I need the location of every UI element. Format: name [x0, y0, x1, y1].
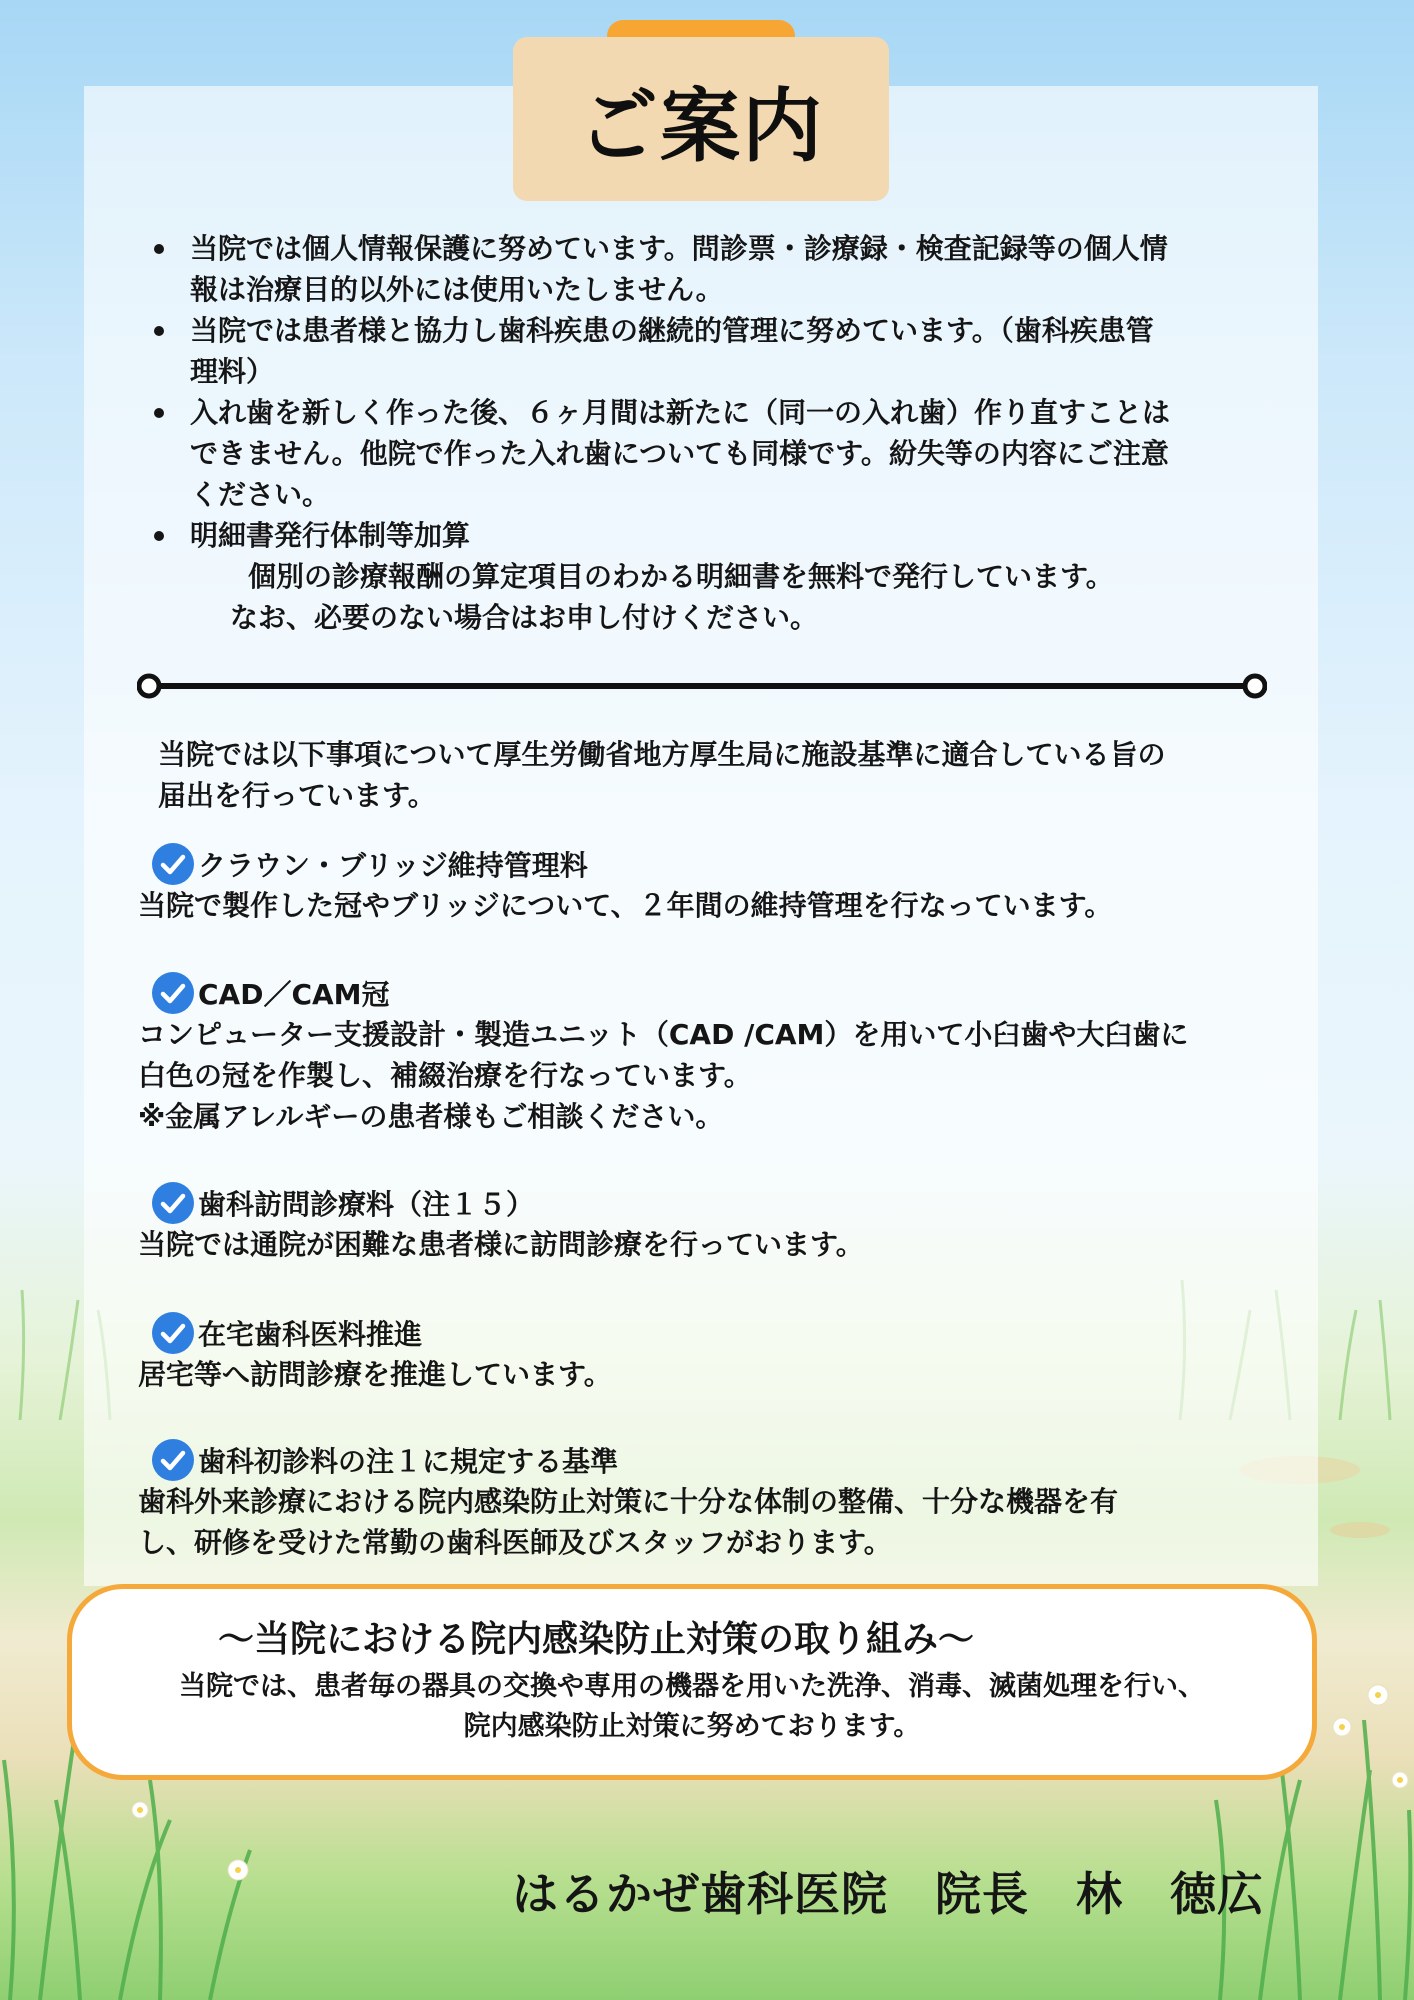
- item-title: 在宅歯科医料推進: [198, 1318, 423, 1351]
- infection-control-text: [72, 1667, 1312, 1747]
- notice-line: 当院では個人情報保護に努めています。問診票・診療録・検査記録等の個人情: [190, 232, 1168, 265]
- check-circle-icon: [152, 843, 194, 885]
- item-description: [138, 1224, 1288, 1265]
- standard-item-crown-bridge: [138, 842, 1288, 926]
- item-title: CAD／CAM冠: [198, 978, 390, 1011]
- notice-item: [150, 392, 1280, 515]
- item-title: 歯科訪問診療料（注１５）: [198, 1188, 535, 1221]
- check-circle-icon: [152, 1312, 194, 1354]
- notice-list: [150, 228, 1280, 638]
- check-circle-icon: [152, 1182, 194, 1224]
- check-circle-icon: [152, 972, 194, 1014]
- standard-item-first-visit-criteria: [138, 1438, 1288, 1563]
- notice-item: [150, 310, 1280, 392]
- intro-line: 当院では以下事項について厚生労働省地方厚生局に施設基準に適合している旨の: [158, 738, 1166, 771]
- item-line: コンピューター支援設計・製造ユニット（CAD /CAM）を用いて小臼歯や大臼歯に: [138, 1018, 1189, 1051]
- item-line: 歯科外来診療における院内感染防止対策に十分な体制の整備、十分な機器を有: [138, 1485, 1119, 1518]
- page-title: ご案内: [578, 79, 824, 173]
- notice-line: ください。: [190, 478, 331, 511]
- notice-line: 理料）: [190, 355, 275, 388]
- infection-control-title: 〜当院における院内感染防止対策の取り組み〜: [218, 1619, 975, 1660]
- item-line: ※金属アレルギーの患者様もご相談ください。: [138, 1100, 724, 1133]
- standard-item-cad-cam: [138, 971, 1288, 1137]
- standard-item-home-visit: [138, 1181, 1288, 1265]
- standard-item-home-dental-care: [138, 1311, 1288, 1395]
- intro-line: 届出を行っています。: [158, 779, 436, 812]
- bullet-icon: [154, 408, 164, 418]
- notice-line: 当院では患者様と協力し歯科疾患の継続的管理に努めています。（歯科疾患管: [190, 314, 1154, 347]
- notice-item: [150, 515, 1280, 638]
- notice-item: [150, 228, 1280, 310]
- item-description: [138, 1014, 1288, 1137]
- section-divider: [137, 671, 1267, 701]
- bullet-icon: [154, 531, 164, 541]
- item-line: 当院では通院が困難な患者様に訪問診療を行っています。: [138, 1228, 864, 1261]
- item-title: 歯科初診料の注１に規定する基準: [198, 1445, 619, 1478]
- notice-line: 入れ歯を新しく作った後、６ヶ月間は新たに（同一の入れ歯）作り直すことは: [190, 396, 1171, 429]
- notice-line: 報は治療目的以外には使用いたしません。: [190, 273, 724, 306]
- title-box: [513, 37, 889, 201]
- notice-line: 明細書発行体制等加算: [190, 519, 471, 552]
- facility-standards-intro: [158, 734, 1288, 816]
- infection-line: 院内感染防止対策に努めております。: [463, 1711, 921, 1742]
- bullet-icon: [154, 244, 164, 254]
- item-line: 当院で製作した冠やブリッジについて、２年間の維持管理を行なっています。: [138, 889, 1113, 922]
- item-line: 白色の冠を作製し、補綴治療を行なっています。: [138, 1059, 752, 1092]
- notice-subline: 個別の診療報酬の算定項目のわかる明細書を無料で発行しています。: [248, 560, 1114, 593]
- item-description: [138, 885, 1288, 926]
- item-description: [138, 1354, 1288, 1395]
- clinic-signature: はるかぜ歯科医院 院長 林 徳広: [512, 1867, 1264, 1921]
- item-line: 居宅等へ訪問診療を推進しています。: [138, 1358, 612, 1391]
- item-title: クラウン・ブリッジ維持管理料: [198, 849, 588, 882]
- check-circle-icon: [152, 1439, 194, 1481]
- infection-control-box: [67, 1584, 1317, 1780]
- item-line: し、研修を受けた常勤の歯科医師及びスタッフがおります。: [138, 1526, 892, 1559]
- bullet-icon: [154, 326, 164, 336]
- item-description: [138, 1481, 1288, 1563]
- notice-subline: なお、必要のない場合はお申し付けください。: [230, 601, 819, 634]
- notice-line: できません。他院で作った入れ歯についても同様です。紛失等の内容にご注意: [190, 437, 1169, 470]
- infection-line: 当院では、患者毎の器具の交換や専用の機器を用いた洗浄、消毒、滅菌処理を行い、: [179, 1671, 1205, 1702]
